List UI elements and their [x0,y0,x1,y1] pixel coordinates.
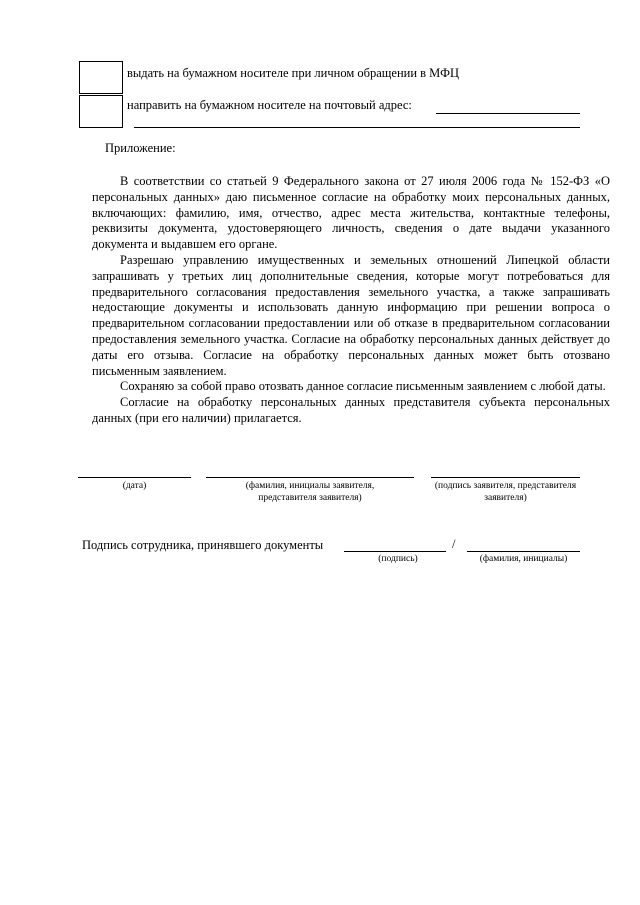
employee-signature-line[interactable] [344,551,446,552]
consent-paragraph-3: Сохраняю за собой право отозвать данное согласие письменным заявлением с любой даты. [120,379,606,394]
postal-address-line-1[interactable] [436,113,580,114]
postal-address-line-2[interactable] [134,127,580,128]
checkbox-mfc[interactable] [79,61,123,94]
signature-caption: (подпись заявителя, представителя заявителя) [434,481,577,503]
date-line[interactable] [78,477,191,478]
employee-signature-label: Подпись сотрудника, принявшего документы [82,538,324,552]
date-caption: (дата) [122,481,147,491]
name-caption: (фамилия, инициалы заявителя, представителя заявителя) [245,481,375,503]
option-mfc-label: выдать на бумажном носителе при личном обращении в МФЦ [127,66,460,80]
attachment-label: Приложение: [105,141,176,155]
employee-signature-caption: (подпись) [378,554,418,564]
consent-paragraph-1: В соответствии со статьей 9 Федерального закона от 27 июля 2006 года № 152-ФЗ «О персональных данных» даю письменное согласие на обработку моих персональных данных, включающих: фамилию, имя, отчество, адрес места жительства, контактные телефоны, реквизиты документа, удостоверяющего личность, сведения о дате выдачи указанного документа и выдавшем его органе. [92,174,610,252]
employee-name-line[interactable] [467,551,580,552]
checkbox-post[interactable] [79,95,123,128]
consent-paragraph-4: Согласие на обработку персональных данных представителя субъекта персональных данных (при его наличии) прилагается. [92,395,610,425]
consent-paragraph-2: Разрешаю управлению имущественных и земельных отношений Липецкой области запрашивать у третьих лиц дополнительные сведения, которые могут потребоваться для предварительного согласования предоставления земельного участка, а также запрашивать недостающие документы и использовать данную информацию при решении вопроса о предварительном согласовании предоставлении или об отказе в предварительном согласовании предоставления земельного участка. Согласие на обработку персональных данных действует до даты его отзыва. Согласие на обработку персональных данных может быть отозвано письменным заявлением. [92,252,610,378]
employee-name-caption: (фамилия, инициалы) [479,554,568,564]
name-line[interactable] [206,477,414,478]
employee-separator: / [452,537,456,551]
option-post-label: направить на бумажном носителе на почтовый адрес: [127,98,412,112]
consent-text [92,174,610,427]
signature-line[interactable] [431,477,580,478]
